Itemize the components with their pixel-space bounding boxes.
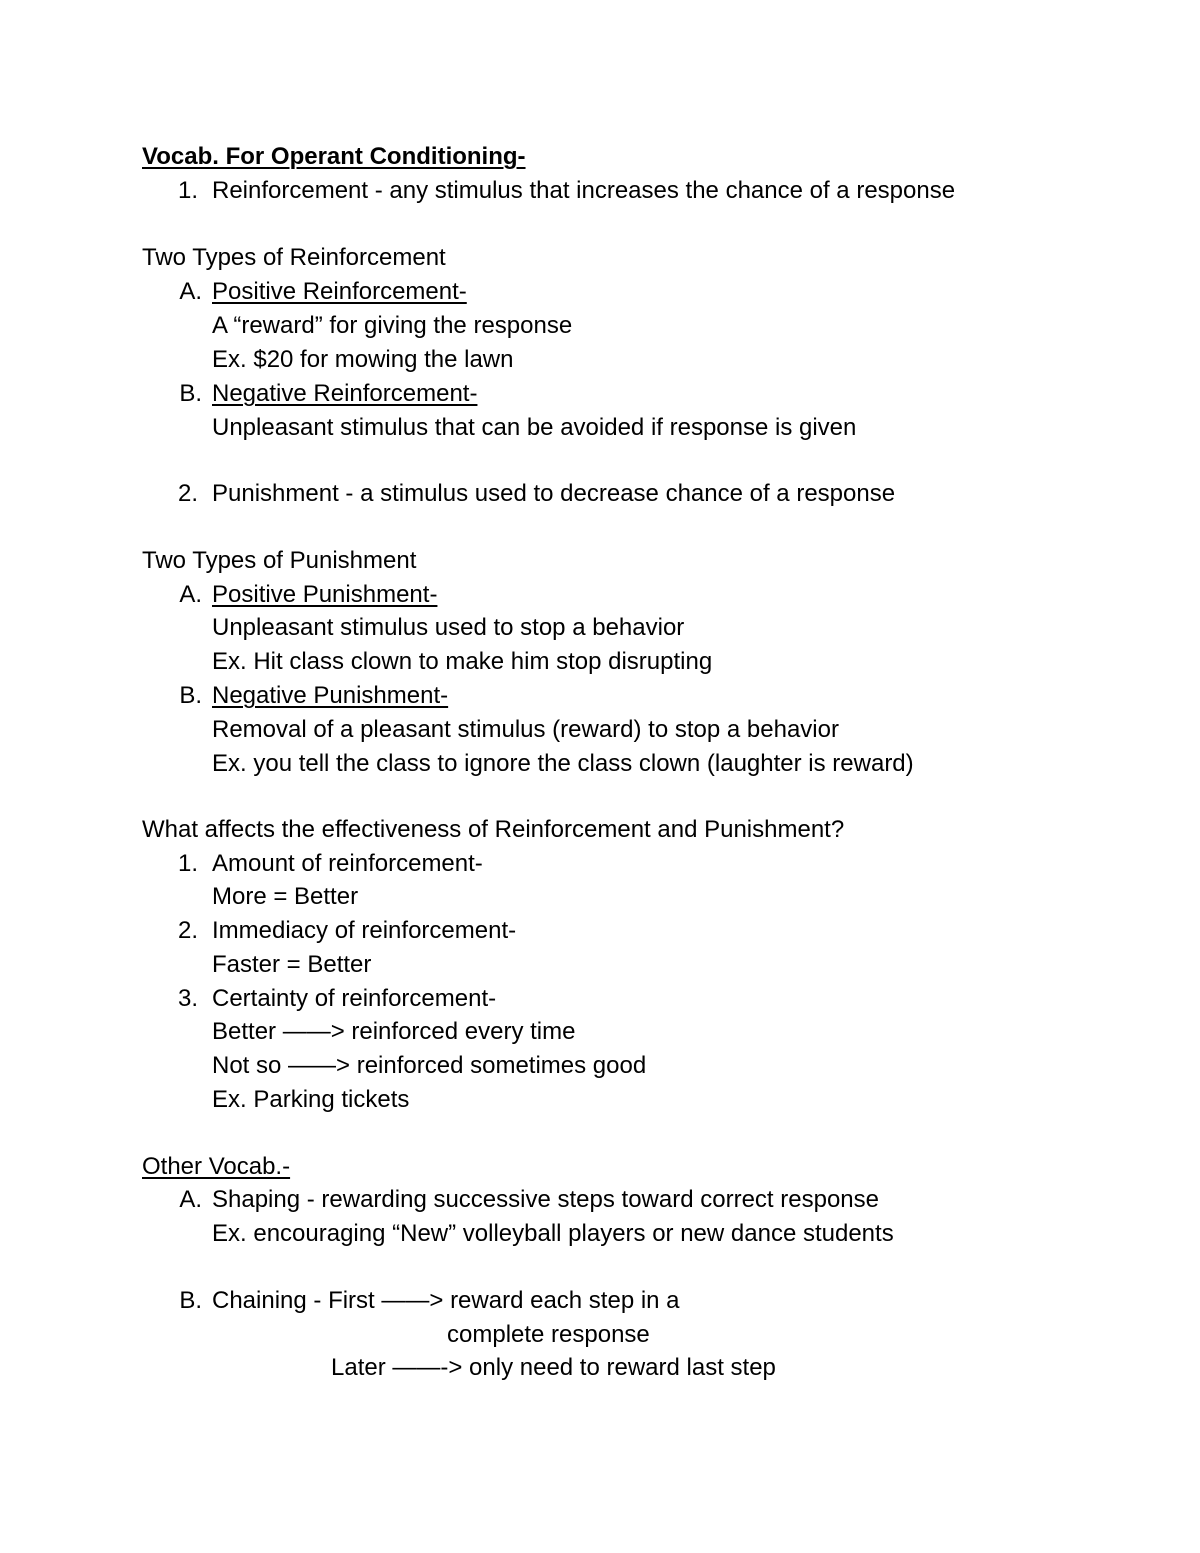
list-marker: A. [179, 581, 202, 608]
amount-title: Amount of reinforcement- [212, 850, 483, 877]
certainty-not-so: Not so ——> reinforced sometimes good [212, 1052, 647, 1079]
immediacy-title: Immediacy of reinforcement- [212, 917, 517, 944]
certainty-better: Better ——> reinforced every time [212, 1018, 576, 1045]
punishment-definition: Punishment - a stimulus used to decrease chance of a response [212, 480, 896, 507]
section-heading-reinforcement-types: Two Types of Reinforcement [142, 244, 446, 271]
certainty-example: Ex. Parking tickets [212, 1086, 410, 1113]
list-marker: A. [179, 278, 202, 305]
page-title: Vocab. For Operant Conditioning- [142, 143, 526, 170]
negative-reinforcement-description: Unpleasant stimulus that can be avoided if response is given [212, 414, 857, 441]
list-marker: 3. [177, 985, 198, 1012]
section-heading-effectiveness: What affects the effectiveness of Reinforcement and Punishment? [142, 816, 845, 843]
certainty-title: Certainty of reinforcement- [212, 985, 497, 1012]
shaping-example: Ex. encouraging “New” volleyball players or new dance students [212, 1220, 894, 1247]
list-marker: 1. [177, 850, 198, 877]
list-marker: 2. [177, 480, 198, 507]
chaining-definition: Chaining - First ——> reward each step in a [212, 1287, 680, 1314]
section-heading-other-vocab: Other Vocab.- [142, 1153, 291, 1180]
negative-punishment-description: Removal of a pleasant stimulus (reward) to stop a behavior [212, 716, 839, 743]
chaining-continuation: complete response [447, 1321, 650, 1348]
positive-punishment-example: Ex. Hit class clown to make him stop disrupting [212, 648, 713, 675]
negative-punishment-example: Ex. you tell the class to ignore the class clown (laughter is reward) [212, 750, 914, 777]
positive-reinforcement-example: Ex. $20 for mowing the lawn [212, 346, 514, 373]
shaping-definition: Shaping - rewarding successive steps toward correct response [212, 1186, 879, 1213]
list-marker: A. [179, 1186, 202, 1213]
section-heading-punishment-types: Two Types of Punishment [142, 547, 417, 574]
positive-punishment-description: Unpleasant stimulus used to stop a behavior [212, 614, 685, 641]
reinforcement-definition: Reinforcement - any stimulus that increases the chance of a response [212, 177, 956, 204]
positive-reinforcement-title: Positive Reinforcement- [212, 278, 467, 305]
immediacy-description: Faster = Better [212, 951, 372, 978]
positive-reinforcement-description: A “reward” for giving the response [212, 312, 573, 339]
list-marker: 2. [177, 917, 198, 944]
list-marker: B. [179, 380, 202, 407]
list-marker: B. [179, 1287, 202, 1314]
chaining-later: Later ——-> only need to reward last step [331, 1354, 776, 1381]
positive-punishment-title: Positive Punishment- [212, 581, 438, 608]
negative-reinforcement-title: Negative Reinforcement- [212, 380, 478, 407]
amount-description: More = Better [212, 883, 359, 910]
negative-punishment-title: Negative Punishment- [212, 682, 449, 709]
list-marker: B. [179, 682, 202, 709]
list-marker: 1. [177, 177, 198, 204]
